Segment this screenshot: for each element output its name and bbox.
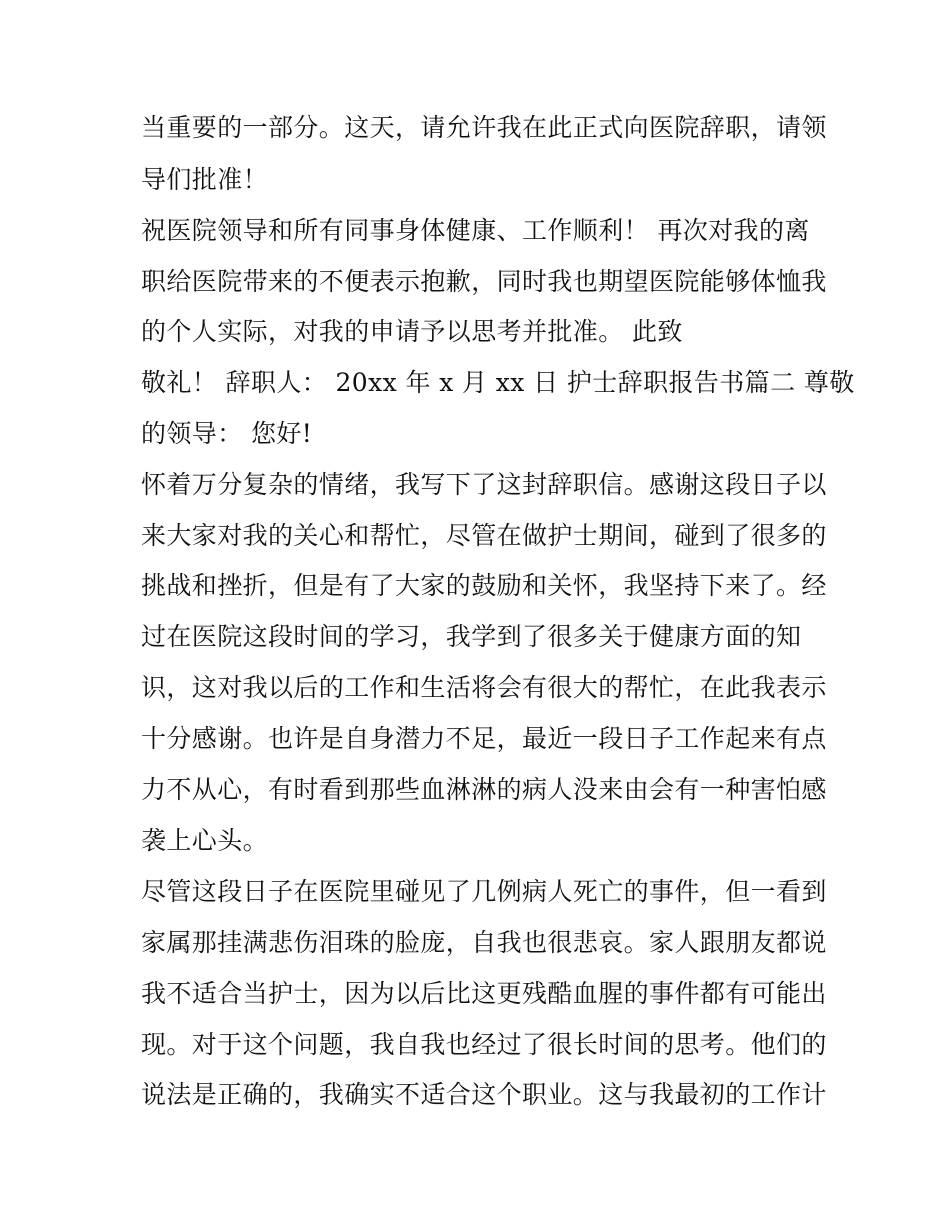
text-line: 职给医院带来的不便表示抱歉，同时我也期望医院能够体恤我 [141, 267, 827, 296]
text-line: 十分感谢。也许是自身潜力不足，最近一段日子工作起来有点 [141, 724, 827, 753]
text-line: 怀着万分复杂的情绪，我写下了这封辞职信。感谢这段日子以 [141, 470, 827, 499]
text-line: 袭上心头。 [141, 826, 269, 855]
text-line: 过在医院这段时间的学习，我学到了很多关于健康方面的知 [141, 622, 802, 651]
text-line: 的个人实际，对我的申请予以思考并批准。 此致 [141, 317, 683, 346]
text-line: 尽管这段日子在医院里碰见了几例病人死亡的事件，但一看到 [141, 877, 827, 906]
text-line: 导们批准！ [141, 165, 269, 194]
text-line: 说法是正确的，我确实不适合这个职业。这与我最初的工作计 [141, 1080, 827, 1109]
text-line: 挑战和挫折，但是有了大家的鼓励和关怀，我坚持下来了。经 [141, 571, 827, 600]
text-line: 家属那挂满悲伤泪珠的脸庞，自我也很悲哀。家人跟朋友都说 [141, 928, 827, 957]
text-line: 敬礼！ 辞职人： 20xx 年 x 月 xx 日 护士辞职报告书篇二 尊敬 [141, 368, 855, 397]
text-line: 来大家对我的关心和帮忙，尽管在做护士期间，碰到了很多的 [141, 521, 827, 550]
text-line: 祝医院领导和所有同事身体健康、工作顺利！ 再次对我的离 [141, 216, 810, 245]
text-line: 的领导： 您好! [141, 419, 313, 448]
text-line: 我不适合当护士，因为以后比这更残酷血腥的事件都有可能出 [141, 979, 827, 1008]
text-line: 识，这对我以后的工作和生活将会有很大的帮忙，在此我表示 [141, 673, 827, 702]
text-line: 现。对于这个问题，我自我也经过了很长时间的思考。他们的 [141, 1030, 827, 1059]
text-line: 力不从心，有时看到那些血淋淋的病人没来由会有一种害怕感 [141, 775, 827, 804]
text-line: 当重要的一部分。这天，请允许我在此正式向医院辞职，请领 [141, 113, 827, 142]
